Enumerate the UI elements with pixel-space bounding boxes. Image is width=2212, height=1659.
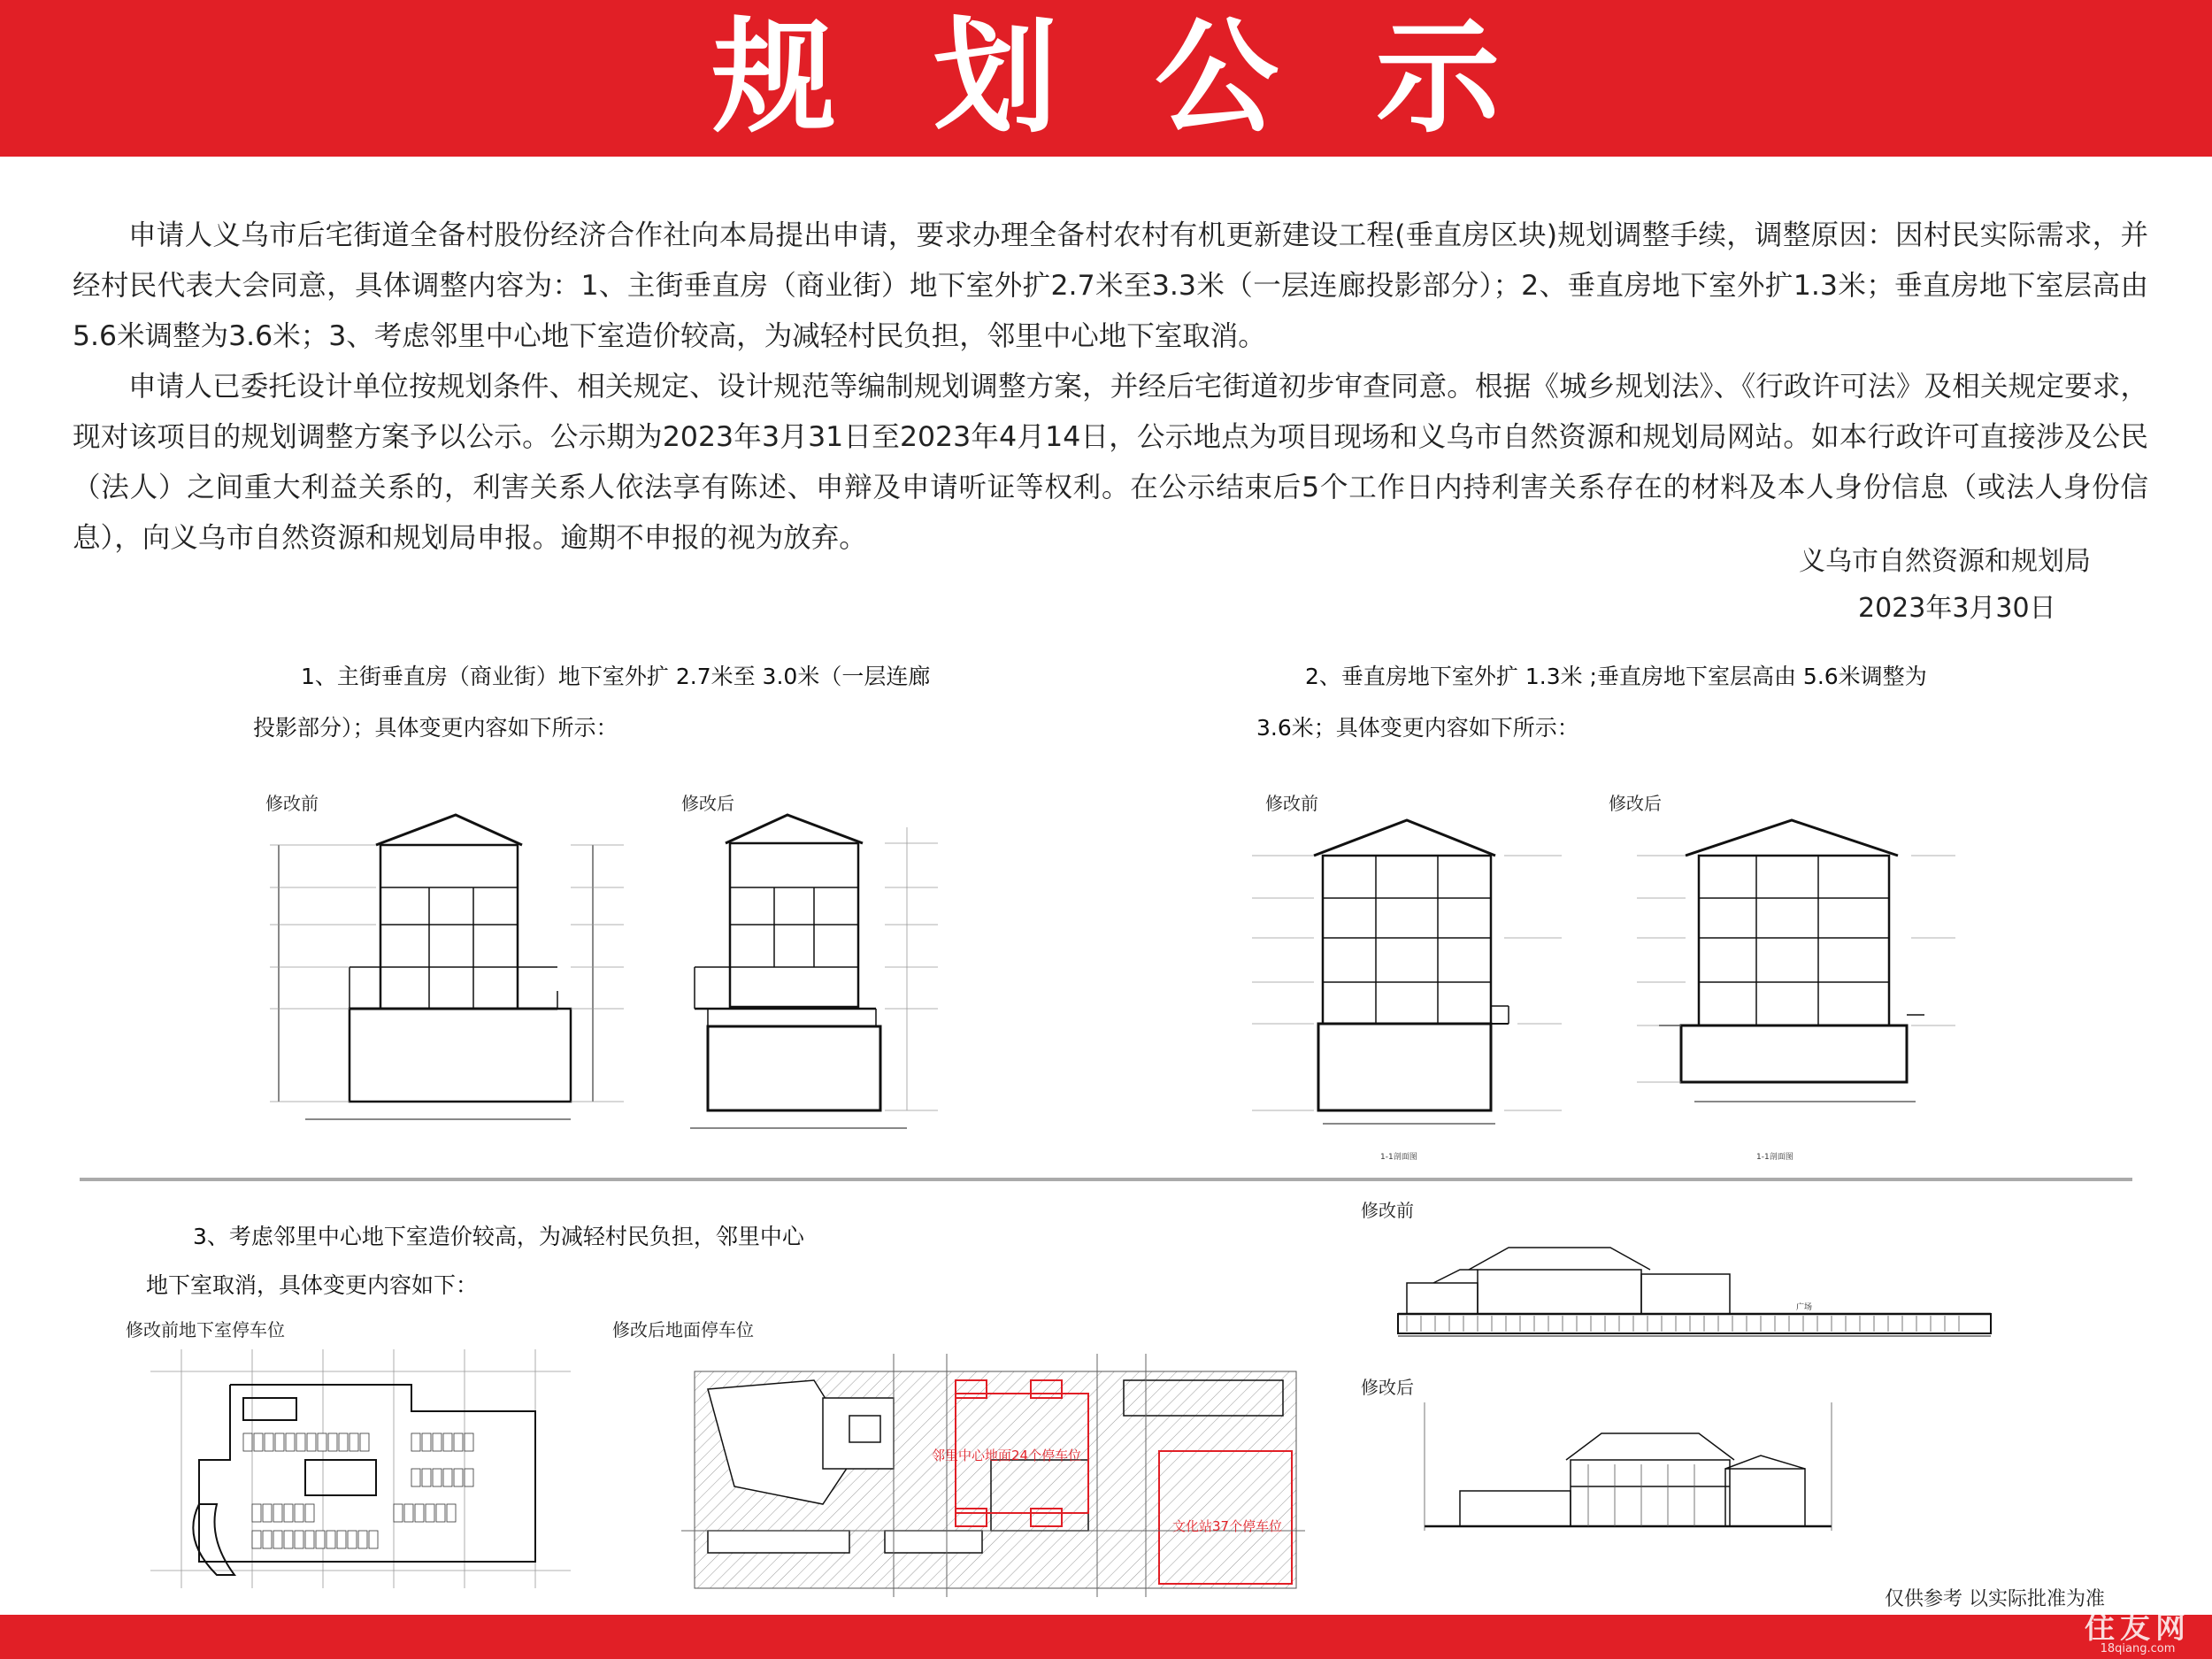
section2-before-label: 修改前 — [1265, 793, 1318, 814]
notice-paragraph-2: 申请人已委托设计单位按规划条件、相关规定、设计规范等编制规划调整方案，并经后宅街道初步审查同意。根据《城乡规划法》、《行政许可法》及相关规定要求，现对该项目的规划调整方案予以公示。公示期为2023年3月31日至2023年4月14日，公示地点为项目现场和义乌市自然资源和规划局网站。如本行政许可直接涉及公民（法人）之间重大利益关系的，利害关系人依法享有陈述、申辩及申请听证等权利。在公示结束后5个工作日内持利害关系存在的材料及本人身份信息（或法人身份信息），向义乌市自然资源和规划局申报。逾期不申报的视为放弃。 — [73, 371, 2148, 554]
parking-stall — [394, 1504, 403, 1522]
parking-stall — [243, 1433, 252, 1451]
section-divider — [80, 1178, 2132, 1181]
watermark-url: 18qiang.com — [2100, 1642, 2176, 1655]
section2-caption-line2: 3.6米；具体变更内容如下所示： — [1256, 715, 1579, 741]
section3-caption-line1: 3、考虑邻里中心地下室造价较高，为减轻村民负担，邻里中心 — [193, 1224, 804, 1249]
parking-stall — [295, 1531, 303, 1548]
notice-paragraph-1: 申请人义乌市后宅街道全备村股份经济合作社向本局提出申请，要求办理全备村农村有机更新建设工程(垂直房区块)规划调整手续，调整原因：因村民实际需求，并经村民代表大会同意，具体调整内容为：1、主街垂直房（商业街）地下室外扩2.7米至3.3米（一层连廊投影部分）；2、垂直房地下室外扩1.3米；垂直房地下室层高由5.6米调整为3.6米；3、考虑邻里中心地下室造价较高，为减轻村民负担，邻里中心地下室取消。 — [73, 219, 2148, 352]
parking-stall — [465, 1433, 473, 1451]
parking-stall — [433, 1469, 442, 1486]
parking-stall — [318, 1433, 326, 1451]
parking-stall — [273, 1504, 282, 1522]
parking-stall — [286, 1433, 295, 1451]
section2-after-drawing — [1632, 810, 1960, 1164]
parking-stall — [447, 1504, 456, 1522]
neighborhood-parking-label: 邻里中心地面24个停车位 — [932, 1448, 1082, 1463]
section1-before-drawing — [252, 810, 641, 1128]
parking-stall — [436, 1504, 445, 1522]
signature-org: 义乌市自然资源和规划局 — [1799, 546, 2091, 577]
parking-stall — [328, 1433, 337, 1451]
section2-caption-line1: 2、垂直房地下室外扩 1.3米 ;垂直房地下室层高由 5.6米调整为 — [1305, 664, 1927, 689]
parking-stall — [360, 1433, 369, 1451]
notice-body — [73, 211, 2148, 564]
parking-stall — [454, 1469, 463, 1486]
parking-stall — [326, 1531, 335, 1548]
parking-stall — [252, 1504, 261, 1522]
parking-stall — [443, 1433, 452, 1451]
section1-after-label: 修改后 — [681, 793, 734, 814]
parking-stall — [465, 1469, 473, 1486]
elevation-before-label: 修改前 — [1361, 1200, 1414, 1221]
parking-stall — [263, 1531, 272, 1548]
plan-after-label: 修改后地面停车位 — [612, 1319, 754, 1340]
section3-caption-line2: 地下室取消，具体变更内容如下： — [146, 1272, 479, 1298]
parking-stall — [316, 1531, 325, 1548]
section1-after-drawing — [681, 810, 947, 1133]
section2-before-section-label: 1-1剖面图 — [1380, 1153, 1417, 1162]
basement-parking-plan — [146, 1345, 575, 1593]
parking-stall — [433, 1433, 442, 1451]
parking-stall — [415, 1504, 424, 1522]
disclaimer-note: 仅供参考 以实际批准为准 — [1885, 1588, 2105, 1610]
parking-stall — [348, 1531, 357, 1548]
parking-stall — [284, 1504, 293, 1522]
section1-before-label: 修改前 — [265, 793, 319, 814]
parking-stall — [443, 1469, 452, 1486]
parking-stall — [254, 1433, 263, 1451]
parking-stall — [252, 1531, 261, 1548]
parking-stall — [263, 1504, 272, 1522]
section1-caption-line2: 投影部分）；具体变更内容如下所示： — [253, 715, 618, 741]
parking-stall — [411, 1469, 420, 1486]
ground-parking-plan — [681, 1354, 1305, 1597]
parking-stall — [275, 1433, 284, 1451]
culture-station-parking-label: 文化站37个停车位 — [1172, 1518, 1283, 1534]
section2-after-label: 修改后 — [1609, 793, 1662, 814]
parking-stall — [339, 1433, 348, 1451]
parking-stall — [296, 1433, 305, 1451]
parking-stall — [411, 1433, 420, 1451]
parking-stall — [305, 1531, 314, 1548]
plan-before-label: 修改前地下室停车位 — [126, 1319, 285, 1340]
signature-date: 2023年3月30日 — [1858, 593, 2056, 624]
elevation-after-label: 修改后 — [1361, 1377, 1414, 1398]
elevation-after-drawing — [1407, 1394, 1849, 1535]
header-banner — [0, 0, 2212, 157]
parking-stall — [404, 1504, 413, 1522]
watermark-text: 住友网 — [2085, 1610, 2191, 1646]
parking-stall — [422, 1433, 431, 1451]
parking-stall — [305, 1504, 314, 1522]
parking-stall — [422, 1469, 431, 1486]
parking-stall — [358, 1531, 367, 1548]
plaza-label: 广场 — [1796, 1303, 1813, 1312]
parking-stall — [284, 1531, 293, 1548]
footer-banner — [0, 1610, 2212, 1659]
parking-stall — [265, 1433, 273, 1451]
parking-stall — [426, 1504, 434, 1522]
elevation-before-drawing — [1380, 1217, 2000, 1349]
parking-stall — [349, 1433, 358, 1451]
page-title: 规划公示 — [711, 5, 1597, 150]
watermark-logo — [2085, 1610, 2191, 1655]
section2-after-section-label: 1-1剖面图 — [1756, 1153, 1793, 1162]
section1-caption-line1: 1、主街垂直房（商业街）地下室外扩 2.7米至 3.0米（一层连廊 — [301, 664, 931, 689]
parking-stall — [307, 1433, 316, 1451]
parking-stall — [295, 1504, 303, 1522]
parking-stall — [337, 1531, 346, 1548]
parking-stall — [273, 1531, 282, 1548]
parking-stall — [454, 1433, 463, 1451]
section2-before-drawing — [1243, 810, 1571, 1164]
parking-stall — [369, 1531, 378, 1548]
